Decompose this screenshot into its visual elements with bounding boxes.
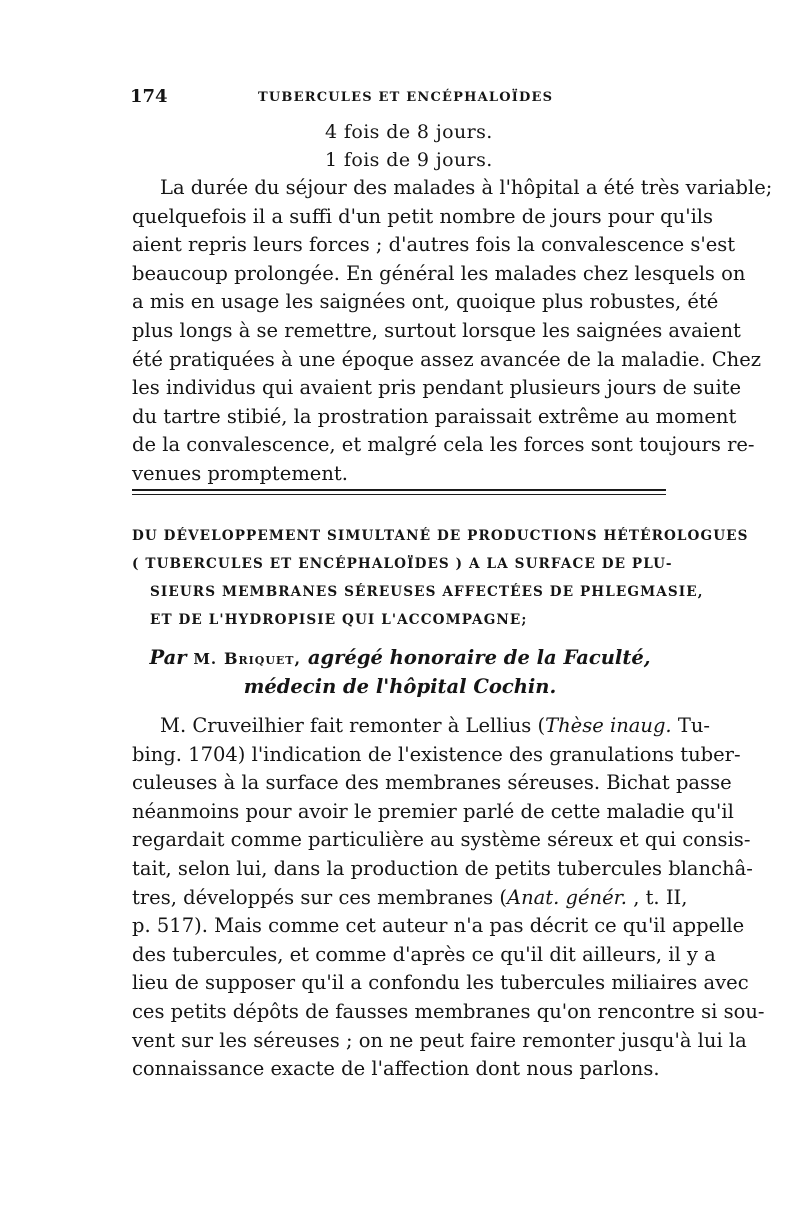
text-line: vent sur les séreuses ; on ne peut faire remonter jusqu'à lui la [132, 1028, 747, 1052]
text-line: p. 517). Mais comme cet auteur n'a pas décrit ce qu'il appelle [132, 914, 745, 938]
text-line: connaissance exacte de l'affection dont nous parlons. [132, 1057, 660, 1081]
text-line: des tubercules, et comme d'après ce qu'il dit ailleurs, il y a [132, 942, 716, 966]
text-line: quelquefois il a suffi d'un petit nombre de jours pour qu'ils [132, 204, 714, 228]
section-divider-thin [132, 494, 666, 495]
text-line: regardait comme particulière au système séreux et qui consis- [132, 828, 751, 852]
count-line-1: 4 fois de 8 jours. [325, 121, 493, 143]
byline-affiliation: agrégé honoraire de la Faculté, [307, 646, 651, 669]
text-line: bing. 1704) l'indication de l'existence des granulations tuber- [132, 742, 741, 766]
text-line: La durée du séjour des malades à l'hôpital a été très variable; [160, 176, 773, 199]
title-line: DU DÉVELOPPEMENT SIMULTANÉ DE PRODUCTIONS HÉTÉROLOGUES [132, 528, 749, 544]
running-title: TUBERCULES ET ENCÉPHALOÏDES [258, 90, 554, 105]
text-line: du tartre stibié, la prostration paraissait extrême au moment [132, 404, 737, 428]
text-line: de la convalescence, et malgré cela les forces sont toujours re- [132, 433, 755, 457]
text-line: été pratiquées à une époque assez avancée de la maladie. Chez [132, 347, 762, 371]
running-head [130, 86, 670, 114]
text-line: tait, selon lui, dans la production de petits tubercules blanchâ- [132, 856, 753, 880]
text-line: tres, développés sur ces membranes (Anat. génér. , t. II, [132, 885, 688, 909]
text-line: aient repris leurs forces ; d'autres fois la convalescence s'est [132, 233, 736, 257]
text-line: venues promptement. [132, 461, 348, 485]
section-divider-thick [132, 489, 666, 491]
page-number: 174 [130, 86, 168, 107]
text-line: plus longs à se remettre, surtout lorsque les saignées avaient [132, 318, 741, 342]
text-line: lieu de supposer qu'il a confondu les tubercules miliaires avec [132, 971, 749, 995]
text-line: beaucoup prolongée. En général les malades chez lesquels on [132, 261, 746, 285]
paragraph-history [132, 712, 765, 1084]
byline-line-1 [132, 646, 668, 669]
text-line: culeuses à la surface des membranes séreuses. Bichat passe [132, 771, 732, 795]
text-line: les individus qui avaient pris pendant plusieurs jours de suite [132, 376, 742, 400]
text-line: a mis en usage les saignées ont, quoique plus robustes, été [132, 290, 719, 314]
title-line: SIEURS MEMBRANES SÉREUSES AFFECTÉES DE PHLEGMASIE, [150, 584, 704, 600]
title-line: ( TUBERCULES ET ENCÉPHALOÏDES ) A LA SURFACE DE PLU- [132, 556, 673, 572]
byline-title: M. [193, 650, 218, 668]
title-line: ET DE L'HYDROPISIE QUI L'ACCOMPAGNE; [150, 612, 528, 628]
byline-author: Briquet, [223, 649, 302, 668]
text-line: néanmoins pour avoir le premier parlé de cette maladie qu'il [132, 799, 734, 823]
citation-these: Thèse inaug. [545, 714, 672, 737]
paragraph-stay-duration [132, 174, 773, 489]
byline-line-2: médecin de l'hôpital Cochin. [243, 675, 557, 698]
count-line-2: 1 fois de 9 jours. [325, 149, 493, 171]
citation-anat: Anat. génér. [507, 885, 627, 909]
article-title [132, 522, 749, 634]
text-line: M. Cruveilhier fait remonter à Lellius (Thèse inaug. Tu- [160, 714, 710, 737]
byline-par: Par [149, 646, 187, 669]
text-line: ces petits dépôts de fausses membranes qu'on rencontre si sou- [132, 999, 765, 1023]
